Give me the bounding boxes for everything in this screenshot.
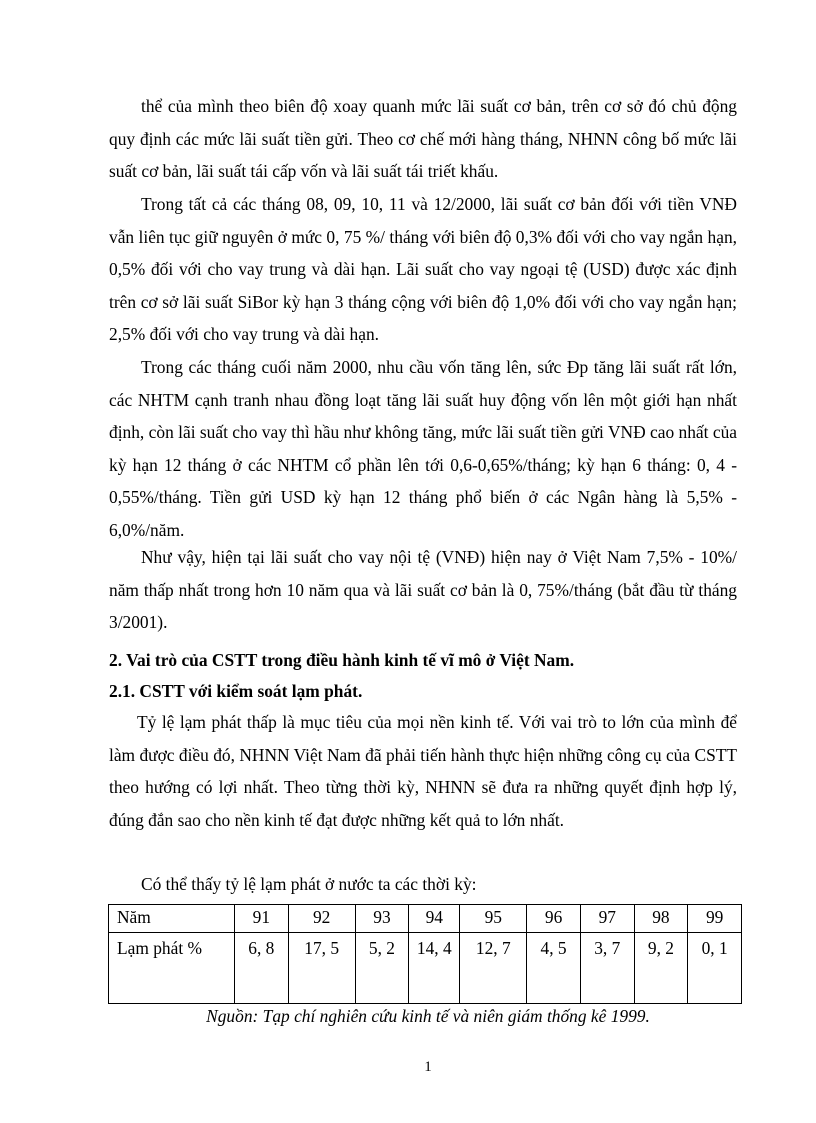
paragraph-base-rate-2000: Trong tất cả các tháng 08, 09, 10, 11 và 12/2000, lãi suất cơ bản đối với tiền VNĐ vẫn liên tục giữ nguyên ở mức 0, 75 %/ tháng với biên độ 0,3% đối với cho vay ngắn hạn, 0,5% đối với cho vay trung và dài hạn. Lãi suất cho vay ngoại tệ (USD) được xác định trên cơ sở lãi suất SiBor kỳ hạn 3 tháng cộng với biên độ 1,0% đối với cho vay ngắn hạn; 2,5% đối với cho vay trung và dài hạn.: [109, 194, 737, 345]
table-cell-year: 98: [634, 905, 688, 933]
table-cell-year: 97: [580, 905, 634, 933]
table-cell-inflation: 9, 2: [634, 933, 688, 1004]
table-cell-year: 91: [235, 905, 289, 933]
table-cell-year: 92: [288, 905, 355, 933]
table-row-years: [109, 905, 742, 933]
table-source-note: Nguồn: Tạp chí nghiên cứu kinh tế và niên giám thống kê 1999.: [206, 1006, 650, 1026]
table-cell-inflation: 4, 5: [527, 933, 581, 1004]
table-cell-year: 93: [355, 905, 409, 933]
table-cell-inflation: 3, 7: [580, 933, 634, 1004]
table-cell-year: 94: [409, 905, 460, 933]
paragraph-inflation-goal: Tỷ lệ lạm phát thấp là mục tiêu của mọi nền kinh tế. Với vai trò to lớn của mình để làm được điều đó, NHNN Việt Nam đã phải tiến hành thực hiện những công cụ của CSTT theo hướng có lợi nhất. Theo từng thời kỳ, NHNN sẽ đưa ra những quyết định hợp lý, đúng đắn sao cho nền kinh tế đạt được những kết quả to lớn nhất.: [109, 712, 737, 830]
table-header-inflation: Lạm phát %: [109, 933, 235, 1004]
table-cell-year: 95: [460, 905, 527, 933]
table-cell-inflation: 17, 5: [288, 933, 355, 1004]
paragraph-late-2000-demand: Trong các tháng cuối năm 2000, nhu cầu vốn tăng lên, sức Ðp tăng lãi suất rất lớn, các NHTM cạnh tranh nhau đồng loạt tăng lãi suất huy động vốn lên một giới hạn nhất định, còn lãi suất cho vay thì hầu như không tăng, mức lãi suất tiền gửi VNĐ cao nhất của kỳ hạn 12 tháng ở các NHTM cổ phần lên tới 0,6-0,65%/tháng; kỳ hạn 6 tháng: 0, 4 - 0,55%/tháng. Tiền gửi USD kỳ hạn 12 tháng phổ biến ở các Ngân hàng là 5,5% - 6,0%/năm.: [109, 357, 737, 540]
table-cell-inflation: 5, 2: [355, 933, 409, 1004]
subsection-heading-2-1: 2.1. CSTT với kiểm soát lạm phát.: [109, 681, 363, 701]
paragraph-interest-margin: thể của mình theo biên độ xoay quanh mức lãi suất cơ bản, trên cơ sở đó chủ động quy định các mức lãi suất tiền gửi. Theo cơ chế mới hàng tháng, NHNN công bố mức lãi suất cơ bản, lãi suất tái cấp vốn và lãi suất tái triết khấu.: [109, 96, 737, 182]
table-cell-inflation: 0, 1: [688, 933, 742, 1004]
table-cell-inflation: 12, 7: [460, 933, 527, 1004]
table-cell-inflation: 6, 8: [235, 933, 289, 1004]
table-cell-inflation: 14, 4: [409, 933, 460, 1004]
table-intro: Có thể thấy tỷ lệ lạm phát ở nước ta các thời kỳ:: [141, 874, 477, 894]
table-cell-year: 96: [527, 905, 581, 933]
page-number: 1: [424, 1059, 432, 1075]
table-header-year: Năm: [109, 905, 235, 933]
section-heading-2: 2. Vai trò của CSTT trong điều hành kinh tế vĩ mô ở Việt Nam.: [109, 650, 575, 670]
table-row-inflation: [109, 933, 742, 1004]
paragraph-current-rates: Như vậy, hiện tại lãi suất cho vay nội tệ (VNĐ) hiện nay ở Việt Nam 7,5% - 10%/ năm thấp nhất trong hơn 10 năm qua và lãi suất cơ bản là 0, 75%/tháng (bắt đầu từ tháng 3/2001).: [109, 547, 737, 633]
inflation-table: [108, 904, 742, 1004]
table-cell-year: 99: [688, 905, 742, 933]
